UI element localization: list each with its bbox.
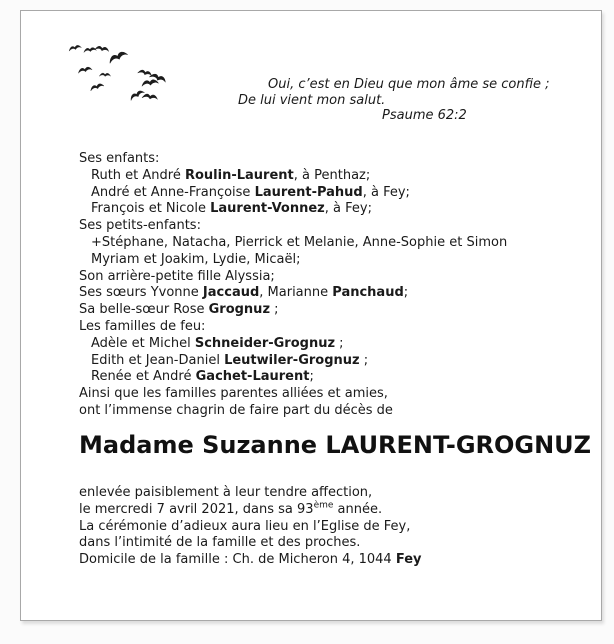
text-segment: , à Penthaz; — [293, 167, 371, 183]
family-listing — [79, 151, 579, 420]
text-segment: Ses enfants: — [79, 151, 160, 166]
text-line — [79, 502, 579, 519]
text-segment: Son arrière-petite fille Alyssia; — [79, 268, 275, 284]
text-line — [79, 285, 579, 302]
text-segment: Schneider-Grognuz — [194, 335, 336, 351]
text-segment: Renée et André — [91, 369, 196, 385]
text-segment: Leutwiler-Grognuz — [224, 352, 360, 368]
text-segment: dans l’intimité de la famille et des proches. — [79, 535, 361, 551]
text-segment: Ses petits-enfants: — [79, 218, 201, 234]
text-segment: , à Fey; — [362, 184, 410, 200]
text-segment: Gachet-Laurent — [195, 369, 310, 385]
text-segment: ème — [313, 500, 334, 511]
text-segment: enlevée paisiblement à leur tendre affection, — [79, 485, 373, 500]
text-line — [79, 151, 579, 168]
text-line — [79, 235, 579, 252]
text-segment: Laurent-Pahud — [254, 184, 363, 200]
text-segment: Grognuz — [208, 302, 271, 318]
text-segment: François et Nicole — [91, 201, 211, 217]
text-line — [79, 218, 579, 235]
text-line — [79, 336, 579, 353]
text-line — [79, 369, 579, 386]
text-line — [79, 519, 579, 536]
text-segment: Jaccaud — [202, 285, 260, 301]
text-segment: Edith et Jean-Daniel — [91, 352, 225, 368]
announcement-card — [20, 10, 602, 621]
psalm-quote-line-2: De lui vient mon salut. — [238, 92, 386, 108]
ceremony-details — [79, 485, 579, 569]
text-line — [79, 269, 579, 286]
text-segment: ; — [270, 302, 279, 318]
text-segment: André et Anne-Françoise — [91, 184, 255, 200]
text-segment: +Stéphane, Natacha, Pierrick et Melanie, Anne-Sophie et Simon — [91, 234, 508, 250]
text-segment: Ses sœurs Yvonne — [79, 285, 203, 301]
text-segment: ont l’immense chagrin de faire part du décès de — [79, 402, 393, 418]
text-line — [79, 185, 579, 202]
text-line — [79, 386, 579, 403]
birds-flock-icon — [55, 35, 190, 120]
text-segment: Les familles de feu: — [79, 318, 206, 334]
text-segment: Domicile de la famille : Ch. de Micheron 4, 1044 — [79, 552, 396, 568]
text-line — [79, 353, 579, 370]
text-segment: ; — [309, 369, 314, 385]
text-segment: Panchaud — [332, 285, 404, 301]
text-line — [79, 552, 579, 569]
psalm-reference: Psaume 62:2 — [382, 108, 467, 123]
text-segment: Fey — [395, 552, 422, 568]
text-line — [79, 403, 579, 420]
text-segment: Roulin-Laurent — [184, 167, 294, 183]
text-segment: Laurent-Vonnez — [210, 201, 325, 217]
text-segment: Ruth et André — [91, 167, 185, 183]
deceased-name-title: Madame Suzanne LAURENT-GROGNUZ — [79, 431, 592, 459]
text-segment: Ainsi que les familles parentes alliées et amies, — [79, 386, 388, 402]
text-line — [79, 201, 579, 218]
text-segment: année. — [333, 501, 383, 517]
psalm-quote — [238, 77, 568, 124]
text-segment: ; — [335, 335, 344, 351]
text-line — [79, 302, 579, 319]
text-segment: ; — [403, 285, 409, 301]
text-line — [79, 535, 579, 552]
text-line — [79, 319, 579, 336]
text-segment: , à Fey; — [324, 201, 372, 217]
text-segment: Adèle et Michel — [91, 335, 195, 351]
text-segment: , Marianne — [259, 285, 333, 301]
text-segment: La cérémonie d’adieux aura lieu en l’Eglise de Fey, — [79, 518, 411, 534]
text-segment: Sa belle-sœur Rose — [79, 302, 209, 318]
text-line — [79, 252, 579, 269]
text-line — [79, 168, 579, 185]
text-segment: Myriam et Joakim, Lydie, Micaël; — [91, 251, 301, 267]
text-segment: le mercredi 7 avril 2021, dans sa 93 — [79, 501, 314, 517]
psalm-quote-line-1: Oui, c’est en Dieu que mon âme se confie ; — [268, 77, 550, 92]
text-segment: ; — [359, 352, 369, 368]
